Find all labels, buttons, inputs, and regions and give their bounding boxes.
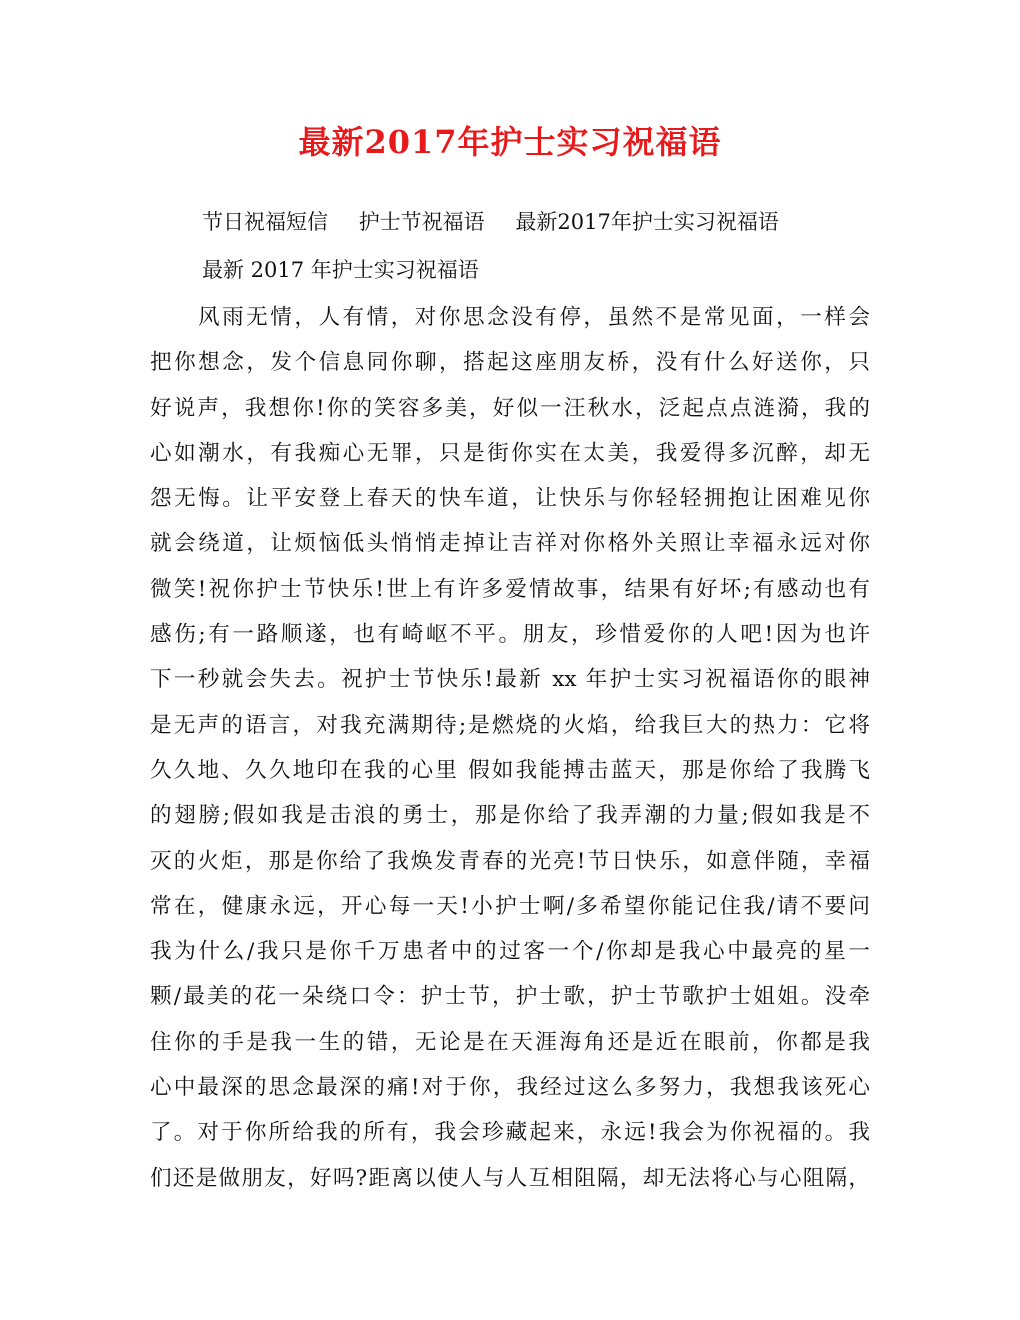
body-line: 灭的火炬，那是你给了我焕发青春的光亮!节日快乐，如意伴随，幸福 <box>150 848 870 874</box>
tag-item[interactable]: 节日祝福短信 <box>202 210 328 234</box>
body-line: 感伤;有一路顺遂，也有崎岖不平。朋友，珍惜爱你的人吧!因为也许 <box>150 622 870 648</box>
body-line: 就会绕道，让烦恼低头悄悄走掉让吉祥对你格外关照让幸福永远对你 <box>150 531 870 557</box>
body-line: 下一秒就会失去。祝护士节快乐!最新 xx 年护士实习祝福语你的眼神 <box>150 667 870 693</box>
body-line: 住你的手是我一生的错，无论是在天涯海角还是近在眼前，你都是我 <box>150 1029 870 1055</box>
body-line: 把你想念，发个信息同你聊，搭起这座朋友桥，没有什么好送你，只 <box>150 350 870 376</box>
body-line: 微笑!祝你护士节快乐!世上有许多爱情故事，结果有好坏;有感动也有 <box>150 576 870 602</box>
body-line: 心中最深的思念最深的痛!对于你，我经过这么多努力，我想我该死心 <box>150 1075 870 1101</box>
body-line: 常在，健康永远，开心每一天!小护士啊/多希望你能记住我/请不要问 <box>150 893 870 919</box>
body-line: 了。对于你所给我的所有，我会珍藏起来，永远!我会为你祝福的。我 <box>150 1120 870 1146</box>
tag-item[interactable]: 最新2017年护士实习祝福语 <box>515 210 779 234</box>
tag-list <box>202 204 803 240</box>
body-line: 颗/最美的花一朵绕口令：护士节，护士歌，护士节歌护士姐姐。没牵 <box>150 984 870 1010</box>
body-line: 们还是做朋友，好吗?距离以使人与人互相阻隔，却无法将心与心阻隔， <box>150 1165 870 1191</box>
article-subtitle: 最新 2017 年护士实习祝福语 <box>202 258 479 282</box>
body-line: 的翅膀;假如我是击浪的勇士，那是你给了我弄潮的力量;假如我是不 <box>150 803 870 829</box>
body-line: 风雨无情，人有情，对你思念没有停，虽然不是常见面，一样会 <box>198 305 870 330</box>
tag-item[interactable]: 护士节祝福语 <box>358 210 485 234</box>
body-line: 心如潮水，有我痴心无罪，只是街你实在太美，我爱得多沉醉，却无 <box>150 440 870 466</box>
body-line: 好说声，我想你!你的笑容多美，好似一汪秋水，泛起点点涟漪，我的 <box>150 395 870 421</box>
article-body <box>150 295 870 1201</box>
body-line: 我为什么/我只是你千万患者中的过客一个/你却是我心中最亮的星一 <box>150 939 870 965</box>
body-line: 是无声的语言，对我充满期待;是燃烧的火焰，给我巨大的热力：它将 <box>150 712 870 738</box>
page-title: 最新2017年护士实习祝福语 <box>298 123 722 161</box>
body-line: 怨无悔。让平安登上春天的快车道，让快乐与你轻轻拥抱让困难见你 <box>150 486 870 512</box>
body-line: 久久地、久久地印在我的心里 假如我能搏击蓝天，那是你给了我腾飞 <box>150 757 870 783</box>
